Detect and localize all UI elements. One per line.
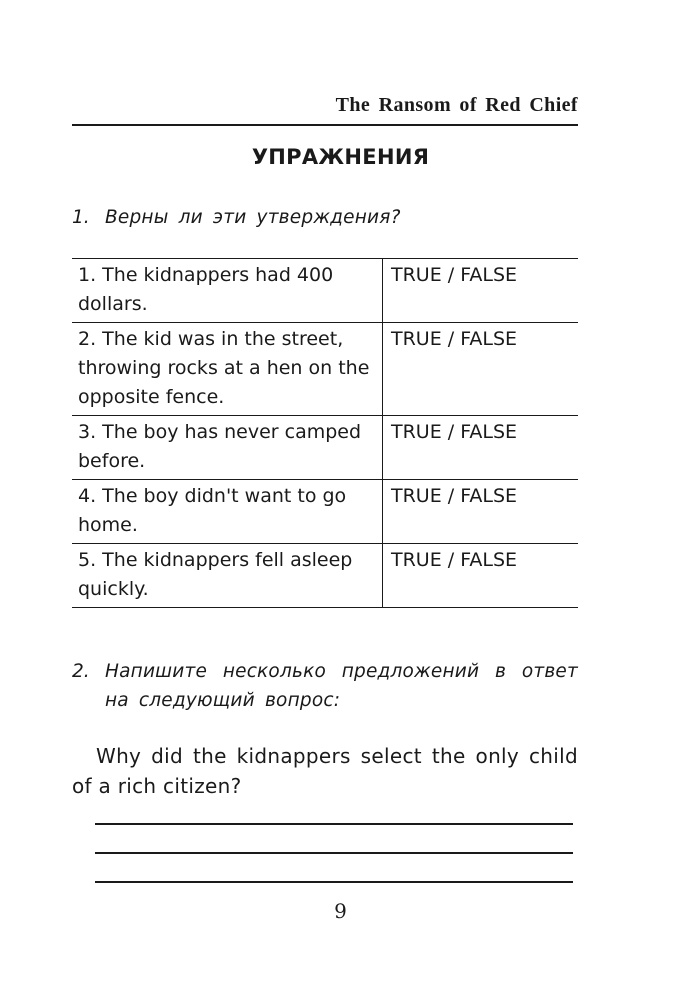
true-false-option: TRUE / FALSE (383, 416, 579, 480)
statement-cell: 4. The boy didn't want to go home. (72, 480, 383, 544)
question-text: Why did the kidnappers select the only child of a rich citizen? (72, 744, 578, 798)
statement-cell: 1. The kidnappers had 400 dollars. (72, 259, 383, 323)
task-2-instruction (72, 657, 578, 715)
answer-line (95, 823, 573, 825)
true-false-option: TRUE / FALSE (383, 480, 579, 544)
true-false-option: TRUE / FALSE (383, 544, 579, 608)
table-row (72, 416, 578, 480)
task-2-number: 2. (72, 661, 90, 682)
task-1-instruction (72, 203, 578, 232)
true-false-option: TRUE / FALSE (383, 323, 579, 416)
running-header-title: The Ransom of Red Chief (335, 94, 578, 116)
task-1-text: Верны ли эти утверждения? (105, 207, 401, 228)
answer-line (95, 881, 573, 883)
table-row (72, 480, 578, 544)
statement-cell: 5. The kidnappers fell asleep quickly. (72, 544, 383, 608)
statement-cell: 3. The boy has never camped before. (72, 416, 383, 480)
page-number: 9 (334, 899, 347, 923)
statement-cell: 2. The kid was in the street, throwing rocks at a hen on the opposite fence. (72, 323, 383, 416)
task-2-text: Напишите несколько предложений в ответ на следующий вопрос: (105, 661, 578, 711)
answer-line (95, 852, 573, 854)
header-rule (72, 124, 578, 126)
table-row (72, 259, 578, 323)
true-false-table (72, 258, 578, 608)
true-false-option: TRUE / FALSE (383, 259, 579, 323)
table-row (72, 323, 578, 416)
table-row (72, 544, 578, 608)
task-1-number: 1. (72, 207, 90, 228)
section-heading: УПРАЖНЕНИЯ (251, 145, 430, 169)
